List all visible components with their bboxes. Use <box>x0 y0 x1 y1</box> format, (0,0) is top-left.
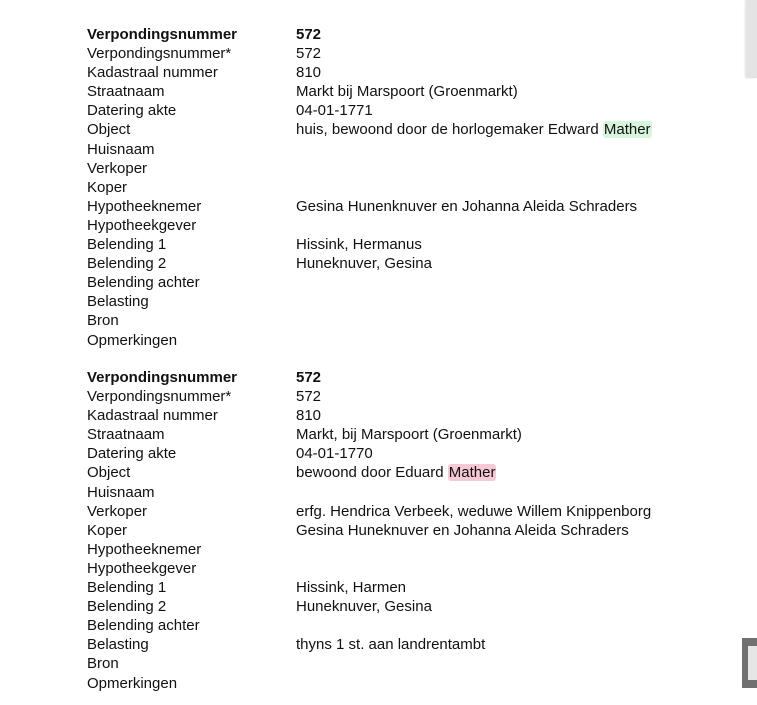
field-label: Hypotheekgever <box>87 559 197 577</box>
field-value: 572 <box>296 45 322 63</box>
field-label: Bron <box>87 312 119 330</box>
field-value: 572 <box>296 369 322 386</box>
field-label: Bron <box>87 655 119 673</box>
field-label: Hypotheeknemer <box>87 197 202 215</box>
field-label: Verpondingsnummer* <box>87 388 232 406</box>
field-value <box>296 463 496 482</box>
scrollbar-handle[interactable] <box>742 638 757 688</box>
field-label: Verpondingsnummer* <box>87 45 232 63</box>
field-value: Gesina Huneknuver en Johanna Aleida Schraders <box>296 521 629 539</box>
field-label: Object <box>87 464 131 482</box>
field-label: Verpondingsnummer <box>87 26 238 43</box>
field-label: Belending achter <box>87 617 200 635</box>
field-value: 04-01-1770 <box>296 445 373 463</box>
field-value <box>296 120 652 139</box>
field-label: Belending 1 <box>87 579 167 597</box>
field-label: Hypotheeknemer <box>87 540 202 558</box>
field-label: Kadastraal nummer <box>87 64 218 82</box>
field-value: thyns 1 st. aan landrentambt <box>296 636 486 654</box>
field-value: Huneknuver, Gesina <box>296 255 432 273</box>
field-label: Belending 1 <box>87 236 167 254</box>
field-label: Verkoper <box>87 502 148 520</box>
field-label: Koper <box>87 521 128 539</box>
field-value: 572 <box>296 388 322 406</box>
field-label: Datering akte <box>87 445 177 463</box>
field-value: 810 <box>296 64 322 82</box>
field-label: Straatnaam <box>87 83 165 101</box>
field-label: Straatnaam <box>87 426 165 444</box>
field-label: Belending achter <box>87 274 200 292</box>
field-value: Hissink, Hermanus <box>296 236 422 254</box>
field-label: Hypotheekgever <box>87 216 197 234</box>
field-label: Huisnaam <box>87 140 155 158</box>
field-value: Markt bij Marspoort (Groenmarkt) <box>296 83 518 101</box>
highlighted-name: Mather <box>603 121 651 139</box>
field-label: Belending 2 <box>87 255 167 273</box>
field-value: Gesina Hunenknuver en Johanna Aleida Schraders <box>296 197 638 215</box>
field-value: 572 <box>296 26 322 43</box>
side-panel-edge <box>746 0 757 78</box>
field-label: Koper <box>87 178 128 196</box>
field-label: Belasting <box>87 636 149 654</box>
field-value: 04-01-1771 <box>296 102 373 120</box>
highlighted-name: Mather <box>448 464 496 482</box>
field-label: Verpondingsnummer <box>87 369 238 386</box>
field-label: Verkoper <box>87 159 148 177</box>
field-value: erfg. Hendrica Verbeek, weduwe Willem Knippenborg <box>296 502 652 520</box>
object-text: bewoond door Eduard <box>296 464 448 482</box>
field-value: Huneknuver, Gesina <box>296 598 432 616</box>
object-text: huis, bewoond door de horlogemaker Edward <box>296 121 603 139</box>
field-label: Kadastraal nummer <box>87 407 218 425</box>
field-value: Hissink, Harmen <box>296 579 407 597</box>
field-label: Datering akte <box>87 102 177 120</box>
field-value: Markt, bij Marspoort (Groenmarkt) <box>296 426 522 444</box>
field-label: Belasting <box>87 293 149 311</box>
field-label: Belending 2 <box>87 598 167 616</box>
field-label: Opmerkingen <box>87 674 178 692</box>
field-label: Object <box>87 121 131 139</box>
field-value: 810 <box>296 407 322 425</box>
field-label: Huisnaam <box>87 483 155 501</box>
field-label: Opmerkingen <box>87 331 178 349</box>
